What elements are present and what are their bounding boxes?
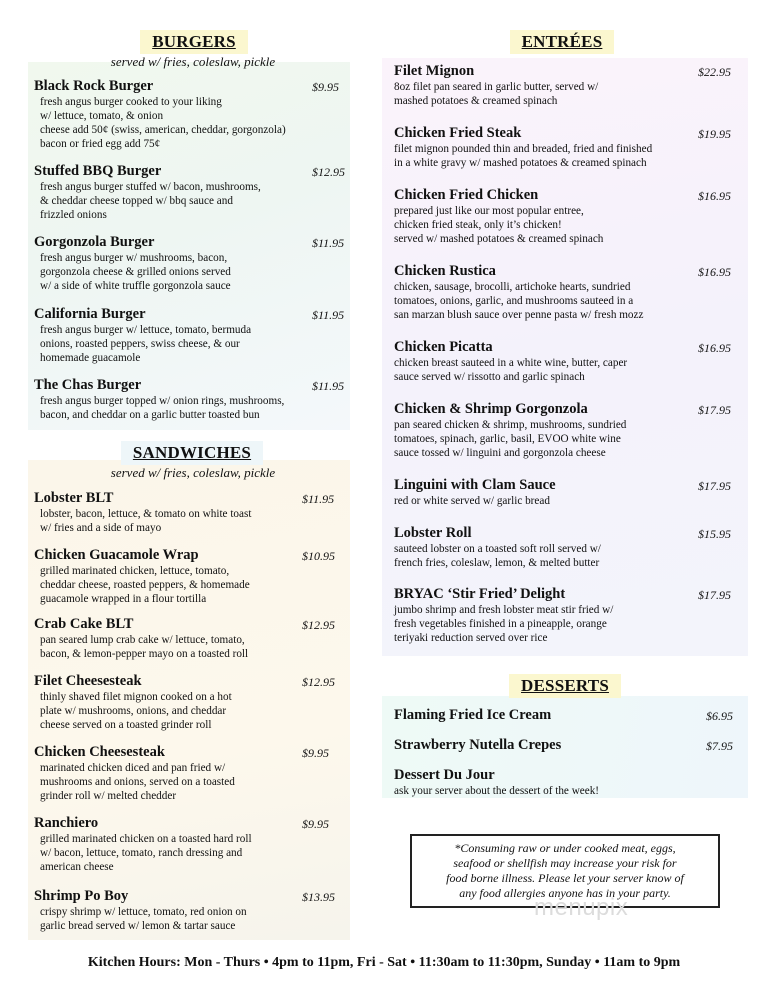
item-description: bacon, & lemon-pepper mayo on a toasted roll — [40, 648, 249, 660]
item-description: fresh angus burger stuffed w/ bacon, mushrooms, — [40, 181, 261, 193]
item-name: Chicken Guacamole Wrap — [34, 547, 199, 563]
item-price: $12.95 — [302, 675, 335, 689]
item-name: Ranchiero — [34, 815, 99, 831]
item-name: California Burger — [34, 306, 146, 322]
entrees-item — [394, 262, 643, 322]
item-name: Shrimp Po Boy — [34, 888, 129, 904]
entrees-item — [394, 585, 613, 645]
item-name: Crab Cake BLT — [34, 616, 134, 632]
item-description: ask your server about the dessert of the week! — [394, 785, 600, 797]
sandwiches-heading — [118, 443, 266, 463]
item-name: Filet Cheesesteak — [34, 673, 142, 689]
item-description: cheddar cheese, roasted peppers, & homemade — [40, 579, 250, 591]
item-description: tomatoes, onions, garlic, and mushrooms sauteed in a — [394, 295, 634, 307]
item-description: frizzled onions — [40, 209, 107, 221]
item-description: fresh angus burger topped w/ onion rings, mushrooms, — [40, 395, 285, 407]
item-description: prepared just like our most popular entree, — [394, 205, 584, 217]
item-description: fresh angus burger w/ lettuce, tomato, bermuda — [40, 324, 252, 336]
entrees-item — [394, 338, 627, 384]
item-name: Dessert Du Jour — [394, 767, 495, 783]
item-description: in a white gravy w/ mashed potatoes & creamed spinach — [394, 157, 647, 169]
item-description: pan seared chicken & shrimp, mushrooms, sundried — [394, 419, 627, 431]
item-price: $12.95 — [302, 618, 335, 632]
item-price: $17.95 — [698, 403, 731, 417]
item-name: Chicken Picatta — [394, 339, 493, 355]
item-price: $11.95 — [312, 308, 345, 322]
item-description: marinated chicken diced and pan fried w/ — [40, 762, 226, 774]
burgers-heading — [140, 32, 248, 52]
item-name: Stuffed BBQ Burger — [34, 163, 162, 179]
burgers-item — [34, 162, 261, 222]
item-price: $16.95 — [698, 265, 731, 279]
item-name: Strawberry Nutella Crepes — [394, 737, 562, 753]
item-description: w/ bacon, lettuce, tomato, ranch dressing and — [40, 847, 243, 859]
entrees-item — [394, 476, 556, 508]
burgers-item — [34, 305, 251, 365]
item-description: sauteed lobster on a toasted soft roll served w/ — [394, 543, 601, 555]
sandwiches-item — [34, 743, 235, 803]
desserts-heading — [506, 676, 624, 696]
notice-line: any food allergies anyone has in your party. — [459, 886, 671, 900]
item-description: american cheese — [40, 861, 114, 873]
item-description: fresh vegetables finished in a pineapple, orange — [394, 618, 607, 630]
item-name: Chicken & Shrimp Gorgonzola — [394, 401, 588, 417]
item-description: filet mignon pounded thin and breaded, fried and finished — [394, 143, 653, 155]
item-price: $12.95 — [312, 165, 345, 179]
desserts-title: DESSERTS — [509, 674, 621, 698]
item-description: thinly shaved filet mignon cooked on a hot — [40, 691, 232, 703]
item-name: Lobster BLT — [34, 490, 114, 506]
item-description: chicken breast sauteed in a white wine, butter, caper — [394, 357, 628, 369]
item-description: grinder roll w/ melted chedder — [40, 790, 177, 802]
sandwiches-title: SANDWICHES — [121, 441, 263, 465]
item-description: french fries, coleslaw, lemon, & melted butter — [394, 557, 600, 569]
item-description: jumbo shrimp and fresh lobster meat stir fried w/ — [394, 604, 614, 616]
item-description: fresh angus burger cooked to your liking — [40, 96, 222, 108]
item-price: $19.95 — [698, 127, 731, 141]
item-price: $15.95 — [698, 527, 731, 541]
item-description: guacamole wrapped in a flour tortilla — [40, 593, 207, 605]
sandwiches-item — [34, 615, 248, 661]
sandwiches-item — [34, 814, 252, 874]
item-description: cheese served on a toasted grinder roll — [40, 719, 212, 731]
sandwiches-item — [34, 887, 247, 933]
item-description: pan seared lump crab cake w/ lettuce, tomato, — [40, 634, 245, 646]
desserts-item — [394, 766, 599, 798]
kitchen-hours: Kitchen Hours: Mon - Thurs • 4pm to 11pm, Fri - Sat • 11:30am to 11:30pm, Sunday • 11am to 9pm — [87, 955, 681, 970]
item-description: w/ fries and a side of mayo — [40, 522, 162, 534]
item-price: $11.95 — [312, 236, 345, 250]
item-name: Lobster Roll — [394, 525, 472, 541]
item-price: $16.95 — [698, 341, 731, 355]
burgers-item — [34, 233, 231, 293]
item-description: sauce tossed w/ linguini and gorgonzola cheese — [394, 447, 606, 459]
item-price: $10.95 — [302, 549, 335, 563]
item-price: $9.95 — [302, 817, 329, 831]
item-description: san marzan blush sauce over penne pasta w/ fresh mozz — [394, 309, 644, 321]
item-description: bacon, and cheddar on a garlic butter toasted bun — [40, 409, 260, 421]
item-description: fresh angus burger w/ mushrooms, bacon, — [40, 252, 228, 264]
notice-line: food borne illness. Please let your server know of — [446, 871, 684, 885]
item-description: lobster, bacon, lettuce, & tomato on white toast — [40, 508, 252, 520]
item-description: mashed potatoes & creamed spinach — [394, 95, 558, 107]
entrees-item — [394, 186, 603, 246]
burgers-subtitle: served w/ fries, coleslaw, pickle — [110, 54, 276, 69]
item-price: $16.95 — [698, 189, 731, 203]
sandwiches-item — [34, 546, 250, 606]
entrees-item — [394, 400, 626, 460]
item-description: sauce served w/ rissotto and garlic spinach — [394, 371, 585, 383]
sandwiches-item — [34, 672, 232, 732]
item-description: chicken fried steak, only it’s chicken! — [394, 219, 562, 231]
entrees-heading — [502, 32, 622, 52]
item-price: $9.95 — [312, 80, 339, 94]
item-description: red or white served w/ garlic bread — [394, 495, 550, 507]
item-description: homemade guacamole — [40, 352, 141, 364]
item-name: Chicken Cheesesteak — [34, 744, 165, 760]
item-price: $11.95 — [312, 379, 345, 393]
item-price: $17.95 — [698, 479, 731, 493]
item-name: Linguini with Clam Sauce — [394, 477, 556, 493]
item-name: BRYAC ‘Stir Fried’ Delight — [394, 586, 566, 602]
watermark: menupix — [534, 894, 629, 921]
item-description: garlic bread served w/ lemon & tartar sauce — [40, 920, 236, 932]
item-description: grilled marinated chicken on a toasted hard roll — [40, 833, 252, 845]
item-price: $11.95 — [302, 492, 335, 506]
item-name: Chicken Fried Chicken — [394, 187, 539, 203]
item-name: Chicken Fried Steak — [394, 125, 522, 141]
burgers-item — [34, 376, 284, 422]
item-description: gorgonzola cheese & grilled onions served — [40, 266, 231, 278]
item-description: onions, roasted peppers, swiss cheese, & our — [40, 338, 240, 350]
item-name: Black Rock Burger — [34, 78, 154, 94]
item-price: $9.95 — [302, 746, 329, 760]
desserts-item — [394, 706, 551, 724]
item-description: cheese add 50¢ (swiss, american, cheddar, gorgonzola) — [40, 124, 286, 136]
desserts-item — [394, 736, 561, 754]
entrees-item — [394, 524, 601, 570]
item-price: $13.95 — [302, 890, 335, 904]
item-description: bacon or fried egg add 75¢ — [40, 138, 161, 150]
item-description: mushrooms and onions, served on a toasted — [40, 776, 235, 788]
notice-line: seafood or shellfish may increase your risk for — [453, 856, 677, 870]
item-description: served w/ mashed potatoes & creamed spinach — [394, 233, 604, 245]
item-description: & cheddar cheese topped w/ bbq sauce and — [40, 195, 233, 207]
item-description: w/ a side of white truffle gorgonzola sauce — [40, 280, 231, 292]
item-name: Filet Mignon — [394, 63, 475, 79]
sandwiches-subtitle: served w/ fries, coleslaw, pickle — [110, 465, 276, 480]
item-price: $7.95 — [706, 739, 733, 753]
item-description: plate w/ mushrooms, onions, and cheddar — [40, 705, 227, 717]
item-description: chicken, sausage, brocolli, artichoke hearts, sundried — [394, 281, 631, 293]
item-price: $17.95 — [698, 588, 731, 602]
item-description: crispy shrimp w/ lettuce, tomato, red onion on — [40, 906, 247, 918]
item-name: The Chas Burger — [34, 377, 142, 393]
entrees-item — [394, 62, 598, 108]
item-price: $22.95 — [698, 65, 731, 79]
item-description: grilled marinated chicken, lettuce, tomato, — [40, 565, 230, 577]
item-name: Flaming Fried Ice Cream — [394, 707, 552, 723]
entrees-item — [394, 124, 652, 170]
sandwiches-item — [34, 489, 251, 535]
burgers-title: BURGERS — [140, 30, 248, 54]
item-description: 8oz filet pan seared in garlic butter, served w/ — [394, 81, 599, 93]
item-name: Chicken Rustica — [394, 263, 496, 279]
item-description: teriyaki reduction served over rice — [394, 632, 548, 644]
item-description: tomatoes, spinach, garlic, basil, EVOO white wine — [394, 433, 621, 445]
item-name: Gorgonzola Burger — [34, 234, 155, 250]
notice-line: *Consuming raw or under cooked meat, eggs, — [454, 841, 676, 855]
item-price: $6.95 — [706, 709, 733, 723]
item-description: w/ lettuce, tomato, & onion — [40, 110, 164, 122]
burgers-item — [34, 77, 286, 151]
entrees-title: ENTRÉES — [510, 30, 615, 54]
